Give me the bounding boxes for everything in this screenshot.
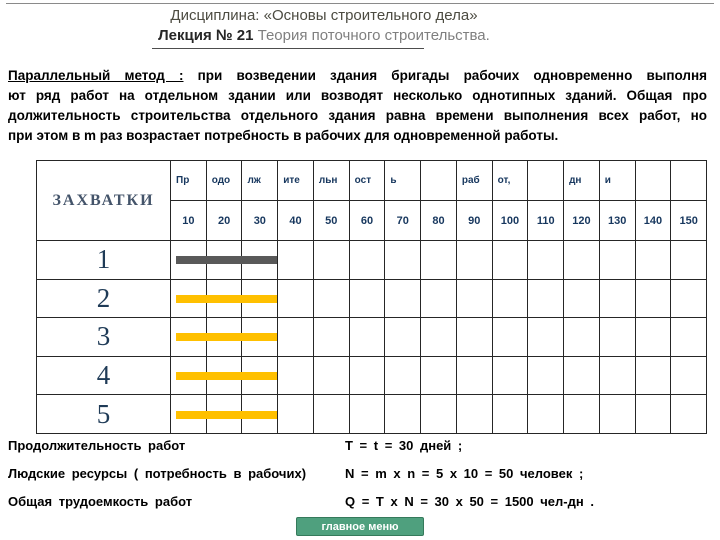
paragraph-line: должительность строительства отдельного здания равна времени выполнения всех работ, но xyxy=(8,108,707,123)
duration-header-fragment: от, xyxy=(493,161,529,201)
day-scale-label: 30 xyxy=(242,201,278,241)
duration-header-fragment: ь xyxy=(385,161,421,201)
grid-cell xyxy=(564,280,600,319)
grid-cell xyxy=(671,280,707,319)
zakhvatka-number: 3 xyxy=(37,318,171,357)
main-menu-button[interactable]: главное меню xyxy=(296,517,424,536)
zakhvatka-number: 2 xyxy=(37,280,171,319)
grid-cell xyxy=(528,280,564,319)
formula-row xyxy=(8,466,712,481)
grid-cell xyxy=(493,357,529,396)
duration-header-fragment xyxy=(421,161,457,201)
day-scale-label: 20 xyxy=(207,201,243,241)
duration-header-fragment xyxy=(671,161,707,201)
lecture-number: Лекция № 21 xyxy=(158,27,254,44)
formula-label: Людские ресурсы ( потребность в рабочих) xyxy=(8,466,307,481)
grid-cell xyxy=(600,395,636,434)
grid-cell xyxy=(350,318,386,357)
formula-value: T = t = 30 дней ; xyxy=(345,438,463,453)
grid-cell xyxy=(671,357,707,396)
grid-cell xyxy=(600,280,636,319)
grid-cell xyxy=(493,280,529,319)
grid-cell xyxy=(636,241,672,280)
duration-header-fragment: ите xyxy=(278,161,314,201)
grid-cell xyxy=(493,318,529,357)
zakhvatka-number: 1 xyxy=(37,241,171,280)
duration-header-fragment: одо xyxy=(207,161,243,201)
day-scale-label: 10 xyxy=(171,201,207,241)
zakhvatka-number: 4 xyxy=(37,357,171,396)
zakhvatki-label: ЗАХВАТКИ xyxy=(37,161,171,241)
grid-cell xyxy=(528,357,564,396)
paragraph-line: ют ряд работ на отдельном здании или возводят несколько однотипных зданий. Общая про xyxy=(8,88,707,103)
method-description xyxy=(8,66,707,146)
grid-cell xyxy=(457,395,493,434)
grid-cell xyxy=(528,395,564,434)
zakhvatka-number: 5 xyxy=(37,395,171,434)
duration-header-fragment: ост xyxy=(350,161,386,201)
title-underline xyxy=(152,48,424,49)
duration-header-fragment xyxy=(636,161,672,201)
duration-header-fragment: Пр xyxy=(171,161,207,201)
grid-cell xyxy=(457,318,493,357)
grid-cell xyxy=(528,241,564,280)
grid-cell xyxy=(636,318,672,357)
grid-cell xyxy=(600,241,636,280)
work-duration-bar xyxy=(176,333,277,341)
grid-cell xyxy=(528,318,564,357)
grid-cell xyxy=(493,241,529,280)
grid-cell xyxy=(278,357,314,396)
grid-cell xyxy=(314,241,350,280)
grid-cell xyxy=(636,357,672,396)
grid-cell xyxy=(671,395,707,434)
day-scale-label: 40 xyxy=(278,201,314,241)
day-scale-label: 150 xyxy=(671,201,707,241)
day-scale-label: 60 xyxy=(350,201,386,241)
grid-cell xyxy=(314,318,350,357)
formula-row xyxy=(8,438,712,453)
method-name: Параллельный метод : xyxy=(8,68,184,83)
duration-header-fragment: раб xyxy=(457,161,493,201)
day-scale-label: 110 xyxy=(528,201,564,241)
work-duration-bar xyxy=(176,295,277,303)
grid-cell xyxy=(385,280,421,319)
grid-cell xyxy=(385,395,421,434)
grid-cell xyxy=(421,357,457,396)
grid-cell xyxy=(457,280,493,319)
grid-cell xyxy=(493,395,529,434)
day-scale-label: 80 xyxy=(421,201,457,241)
grid-cell xyxy=(350,280,386,319)
work-duration-bar xyxy=(176,411,277,419)
day-scale-label: 100 xyxy=(493,201,529,241)
paragraph-line xyxy=(8,66,707,86)
grid-cell xyxy=(421,395,457,434)
grid-cell xyxy=(671,241,707,280)
grid-cell xyxy=(564,395,600,434)
work-duration-bar xyxy=(176,372,277,380)
day-scale-label: 90 xyxy=(457,201,493,241)
grid-cell xyxy=(421,280,457,319)
grid-cell xyxy=(457,357,493,396)
formula-label: Продолжительность работ xyxy=(8,438,186,453)
formula-value: N = m x n = 5 x 10 = 50 человек ; xyxy=(345,466,584,481)
grid-cell xyxy=(314,357,350,396)
grid-cell xyxy=(564,318,600,357)
grid-cell xyxy=(314,395,350,434)
grid-cell xyxy=(671,318,707,357)
grid-cell xyxy=(636,395,672,434)
grid-cell xyxy=(564,241,600,280)
grid-cell xyxy=(278,241,314,280)
day-scale-label: 140 xyxy=(636,201,672,241)
paragraph-text: при возведении здания бригады рабочих одновременно выполня xyxy=(183,68,707,83)
duration-header-fragment: лж xyxy=(242,161,278,201)
grid-cell xyxy=(600,318,636,357)
grid-cell xyxy=(278,318,314,357)
grid-cell xyxy=(385,241,421,280)
duration-header-fragment xyxy=(528,161,564,201)
work-duration-bar xyxy=(176,256,277,264)
grid-cell xyxy=(600,357,636,396)
grid-cell xyxy=(385,318,421,357)
gantt-grid xyxy=(36,160,707,434)
slide-title xyxy=(0,7,648,44)
paragraph-line: при этом в m раз возрастает потребность в рабочих для одновременной работы. xyxy=(8,128,559,143)
grid-cell xyxy=(457,241,493,280)
top-divider xyxy=(6,3,714,4)
grid-cell xyxy=(350,357,386,396)
grid-cell xyxy=(421,241,457,280)
formula-value: Q = T x N = 30 x 50 = 1500 чел-дн . xyxy=(345,494,594,509)
lecture-subtitle xyxy=(0,27,648,44)
grid-cell xyxy=(421,318,457,357)
lecture-topic: Теория поточного строительства. xyxy=(253,27,490,44)
day-scale-label: 50 xyxy=(314,201,350,241)
formula-label: Общая трудоемкость работ xyxy=(8,494,193,509)
duration-header-fragment: дн xyxy=(564,161,600,201)
duration-header-fragment: льн xyxy=(314,161,350,201)
discipline-title: Дисциплина: «Основы строительного дела» xyxy=(170,7,478,24)
grid-cell xyxy=(314,280,350,319)
grid-cell xyxy=(278,395,314,434)
formula-row xyxy=(8,494,712,509)
day-scale-label: 120 xyxy=(564,201,600,241)
grid-cell xyxy=(350,395,386,434)
grid-cell xyxy=(564,357,600,396)
grid-cell xyxy=(278,280,314,319)
grid-cell xyxy=(385,357,421,396)
duration-header-fragment: и xyxy=(600,161,636,201)
grid-cell xyxy=(350,241,386,280)
day-scale-label: 130 xyxy=(600,201,636,241)
day-scale-label: 70 xyxy=(385,201,421,241)
grid-cell xyxy=(636,280,672,319)
